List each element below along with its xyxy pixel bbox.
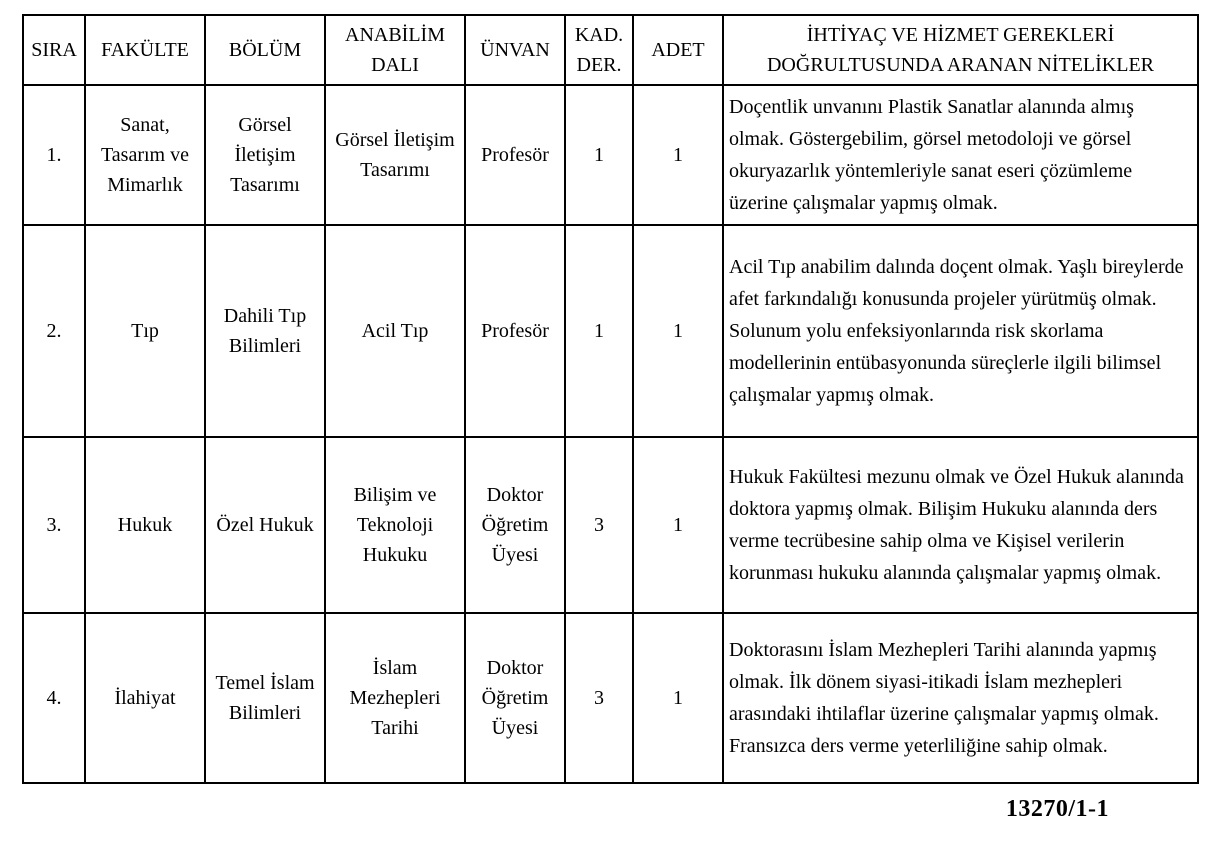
cell-adet: 1 <box>633 225 723 437</box>
cell-unvan: Doktor Öğretim Üyesi <box>465 437 565 613</box>
col-header-sira: SIRA <box>23 15 85 85</box>
cell-nitelikler: Doktorasını İslam Mezhepleri Tarihi alanında yapmış olmak. İlk dönem siyasi-itikadi İslam mezhepleri arasındaki ihtilaflar üzerine çalışmalar yapmış olmak. Fransızca ders verme yeterliliğine sahip olmak. <box>723 613 1198 783</box>
cell-kad-der: 1 <box>565 85 633 225</box>
positions-table <box>22 14 1199 784</box>
cell-anabilim-dali: Bilişim ve Teknoloji Hukuku <box>325 437 465 613</box>
cell-fakulte: Tıp <box>85 225 205 437</box>
cell-unvan: Profesör <box>465 225 565 437</box>
cell-kad-der: 3 <box>565 613 633 783</box>
col-header-kad-der: KAD. DER. <box>565 15 633 85</box>
col-header-fakulte: FAKÜLTE <box>85 15 205 85</box>
cell-adet: 1 <box>633 437 723 613</box>
cell-nitelikler: Doçentlik unvanını Plastik Sanatlar alanında almış olmak. Göstergebilim, görsel metodoloji ve görsel okuryazarlık yöntemleriyle sanat eseri çözümleme üzerine çalışmalar yapmış olmak. <box>723 85 1198 225</box>
cell-fakulte: Sanat, Tasarım ve Mimarlık <box>85 85 205 225</box>
cell-adet: 1 <box>633 85 723 225</box>
table-row <box>23 437 1198 613</box>
cell-fakulte: Hukuk <box>85 437 205 613</box>
cell-bolum: Görsel İletişim Tasarımı <box>205 85 325 225</box>
cell-bolum: Dahili Tıp Bilimleri <box>205 225 325 437</box>
cell-anabilim-dali: Görsel İletişim Tasarımı <box>325 85 465 225</box>
col-header-nitelikler <box>723 15 1198 85</box>
col-header-bolum: BÖLÜM <box>205 15 325 85</box>
table-row <box>23 85 1198 225</box>
cell-anabilim-dali: İslam Mezhepleri Tarihi <box>325 613 465 783</box>
cell-kad-der: 3 <box>565 437 633 613</box>
cell-fakulte: İlahiyat <box>85 613 205 783</box>
table-row <box>23 613 1198 783</box>
cell-sira: 3. <box>23 437 85 613</box>
nitelikler-header-line2: DOĞRULTUSUNDA ARANAN NİTELİKLER <box>766 54 1155 76</box>
cell-nitelikler: Hukuk Fakültesi mezunu olmak ve Özel Hukuk alanında doktora yapmış olmak. Bilişim Hukuku alanında ders verme tecrübesine sahip olma ve Kişisel verilerin korunması hukuku alanında çalışmalar yapmış olmak. <box>723 437 1198 613</box>
col-header-unvan: ÜNVAN <box>465 15 565 85</box>
cell-bolum: Özel Hukuk <box>205 437 325 613</box>
table-row <box>23 225 1198 437</box>
col-header-adet: ADET <box>633 15 723 85</box>
nitelikler-header-line1: İHTİYAÇ VE HİZMET GEREKLERİ <box>806 24 1115 46</box>
cell-sira: 2. <box>23 225 85 437</box>
document-number: 13270/1-1 <box>1005 796 1109 822</box>
cell-adet: 1 <box>633 613 723 783</box>
cell-nitelikler: Acil Tıp anabilim dalında doçent olmak. Yaşlı bireylerde afet farkındalığı konusunda projeler yürütmüş olmak. Solunum yolu enfeksiyonlarında risk skorlama modellerinin entübasyonunda süreçlerle ilgili bilimsel çalışmalar yapmış olmak. <box>723 225 1198 437</box>
cell-sira: 4. <box>23 613 85 783</box>
header-row <box>23 15 1198 85</box>
cell-anabilim-dali: Acil Tıp <box>325 225 465 437</box>
cell-unvan: Profesör <box>465 85 565 225</box>
cell-sira: 1. <box>23 85 85 225</box>
cell-unvan: Doktor Öğretim Üyesi <box>465 613 565 783</box>
cell-kad-der: 1 <box>565 225 633 437</box>
cell-bolum: Temel İslam Bilimleri <box>205 613 325 783</box>
col-header-anabilim-dali: ANABİLİM DALI <box>325 15 465 85</box>
